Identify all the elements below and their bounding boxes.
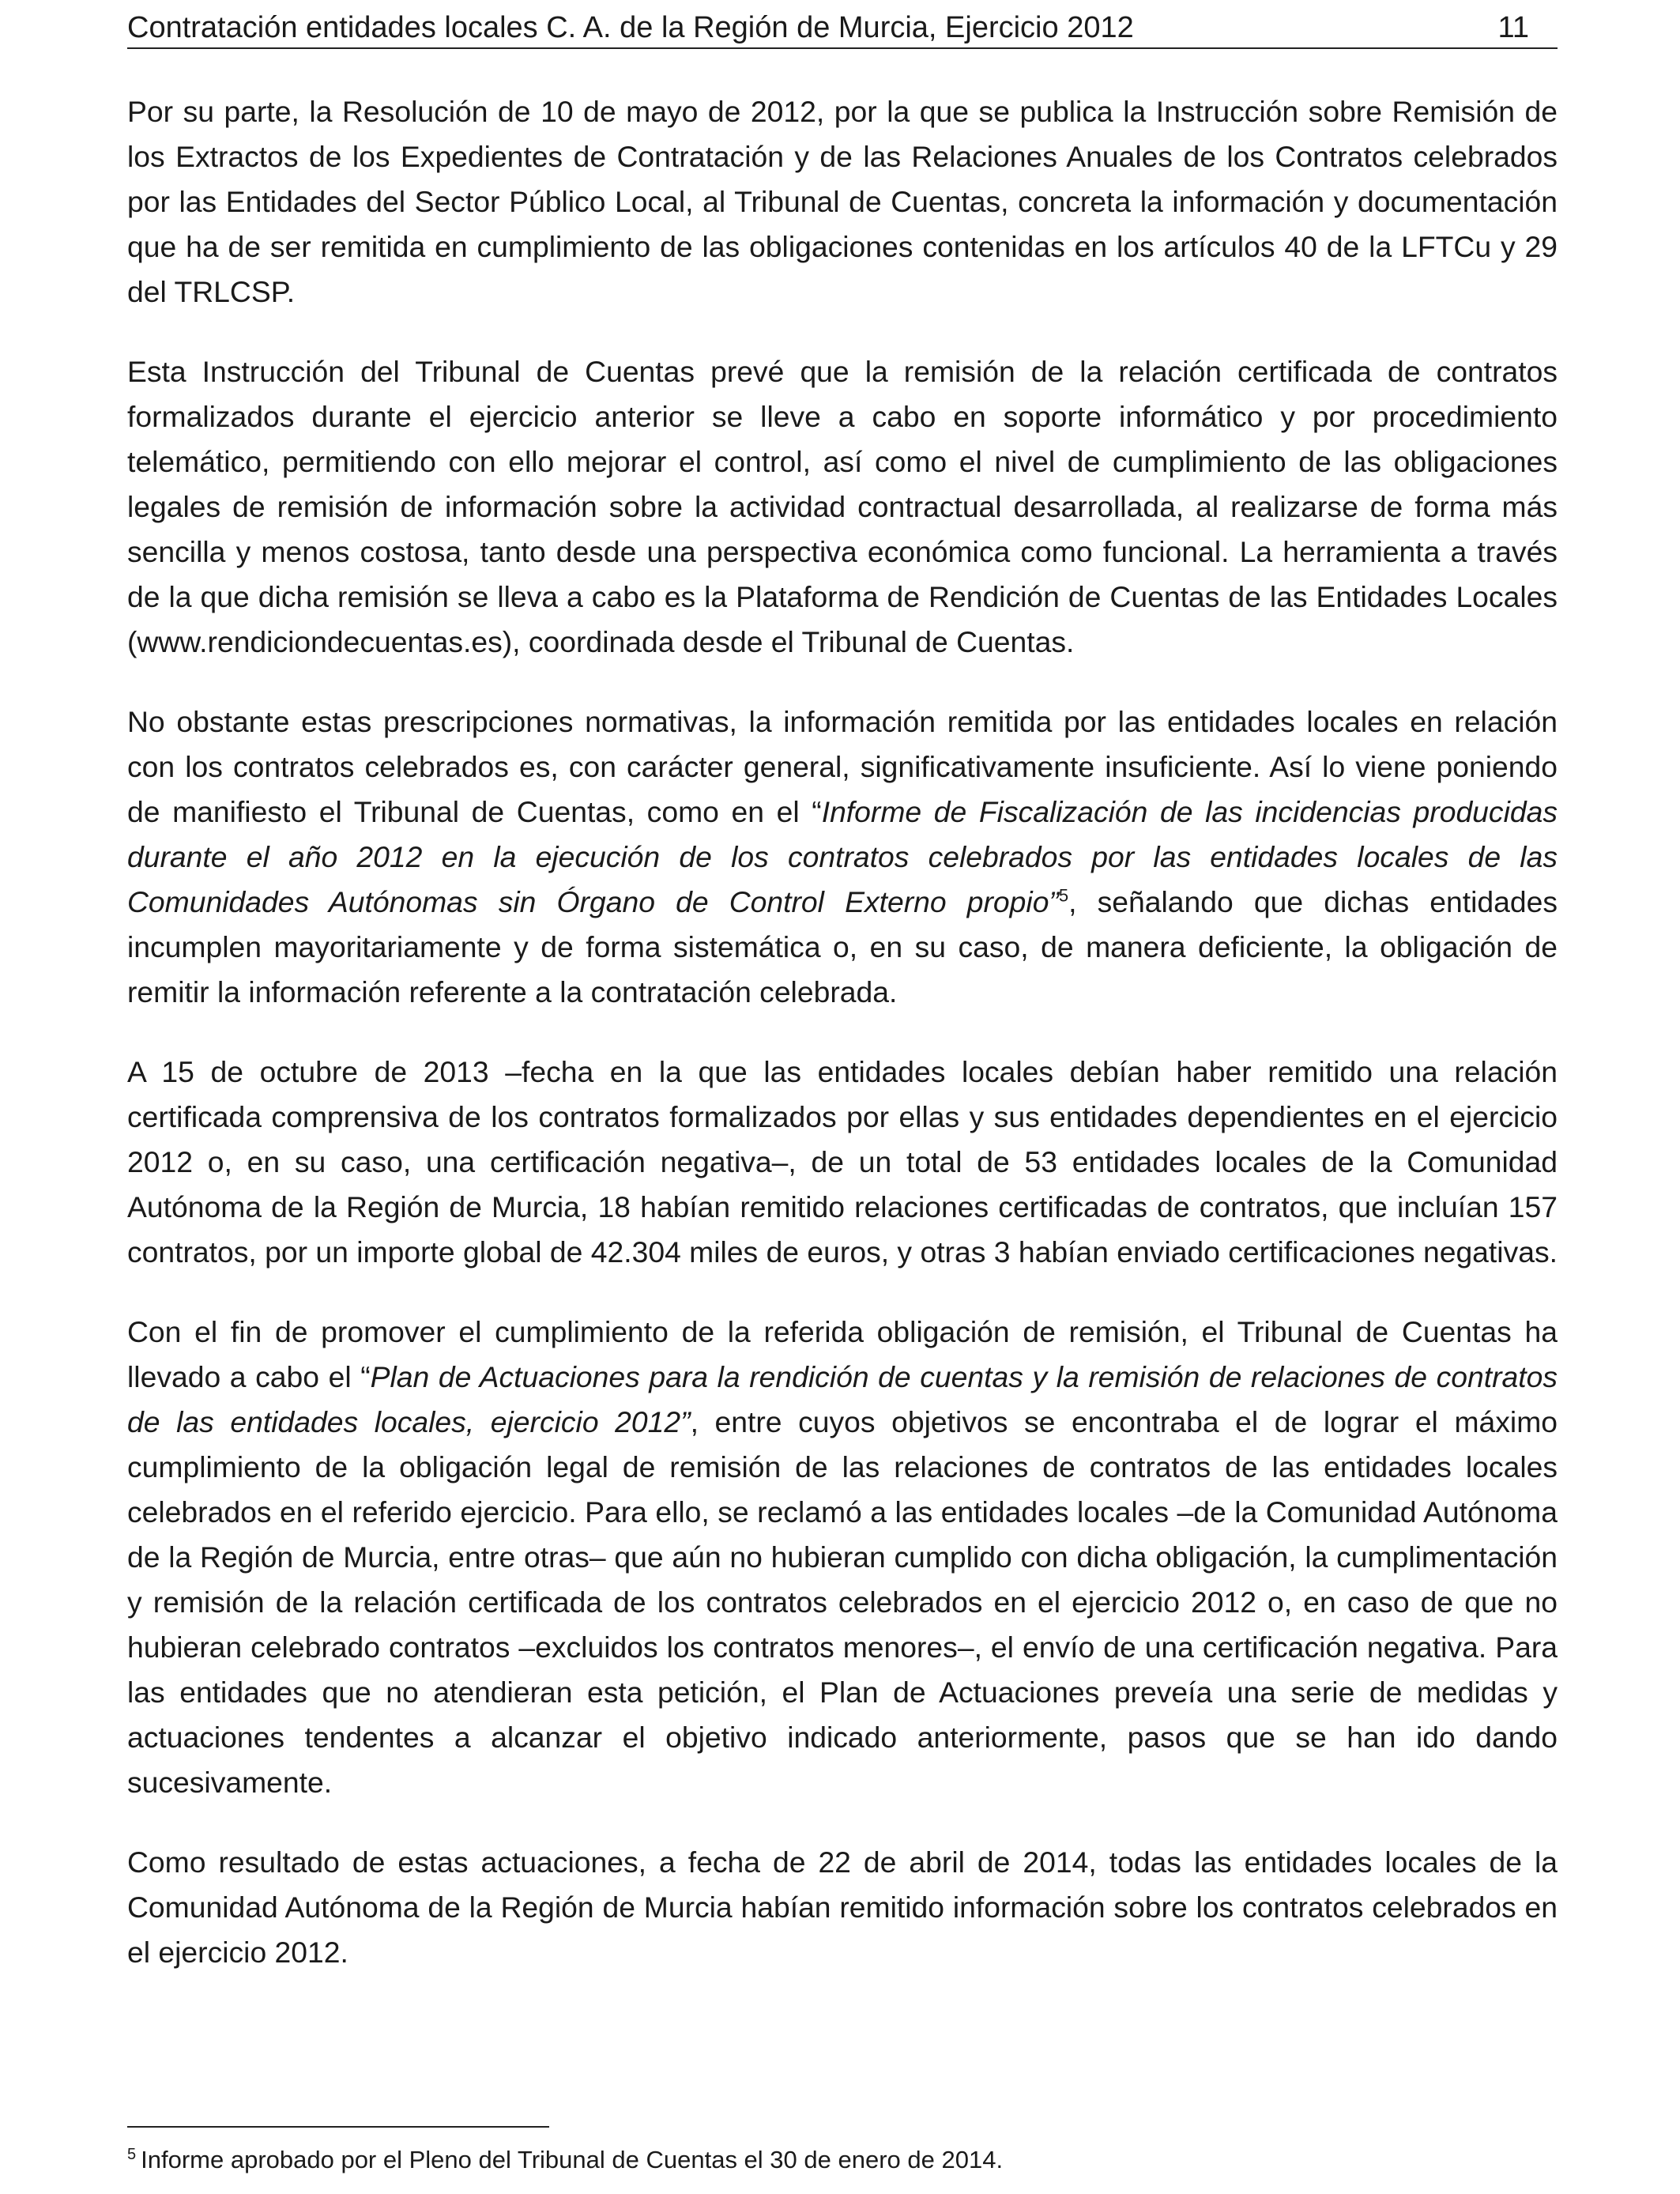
footnote-number: 5 [127,2145,137,2163]
footnote [127,2144,1558,2176]
footnote-reference: 5 [1058,885,1069,906]
paragraph-4: A 15 de octubre de 2013 –fecha en la que las entidades locales debían haber remitido una relación certificada comprensiva de los contratos formalizados por ellas y sus entidades dependientes en el ejercicio 2012 o, en su caso, una certificación negativa–, de un total de 53 entidades locales de la Comunidad Autónoma de la Región de Murcia, 18 habían remitido relaciones certificadas de contratos, que incluían 157 contratos, por un importe global de 42.304 miles de euros, y otras 3 habían enviado certificaciones negativas. [127,1055,1558,1269]
paragraph-3-text-start: No obstante estas prescripciones normativas, la información remitida por las entidades locales en relación con los contratos celebrados es, con carácter general, significativamente insuficiente. Así lo viene poniendo de manifiesto el Tribunal de Cuentas, como en el “ [127,705,1558,828]
page-header [127,8,1558,49]
paragraph-3 [127,699,1558,1015]
paragraph-1: Por su parte, la Resolución de 10 de mayo de 2012, por la que se publica la Instrucción sobre Remisión de los Extractos de los Expedientes de Contratación y de las Relaciones Anuales de los Contratos celebrados por las Entidades del Sector Público Local, al Tribunal de Cuentas, concreta la información y documentación que ha de ser remitida en cumplimiento de las obligaciones contenidas en los artículos 40 de la LFTCu y 29 del TRLCSP. [127,95,1558,308]
document-body [127,89,1558,2010]
paragraph-5-text-start: Con el fin de promover el cumplimiento de la referida obligación de remisión, el Tribunal de Cuentas ha llevado a cabo el “ [127,1315,1558,1393]
footnote-text: Informe aprobado por el Pleno del Tribunal de Cuentas el 30 de enero de 2014. [141,2146,1004,2173]
page-number: 11 [1497,11,1529,44]
paragraph-3-text-end: , señalando que dichas entidades incumplen mayoritariamente y de forma sistemática o, en su caso, de manera deficiente, la obligación de remitir la información referente a la contratación celebrada. [127,885,1558,1008]
paragraph-5 [127,1310,1558,1805]
header-title: Contratación entidades locales C. A. de la Región de Murcia, Ejercicio 2012 [127,11,1134,44]
paragraph-2: Esta Instrucción del Tribunal de Cuentas prevé que la remisión de la relación certificada de contratos formalizados durante el ejercicio anterior se lleve a cabo en soporte informático y por procedimiento telemático, permitiendo con ello mejorar el control, así como el nivel de cumplimiento de las obligaciones legales de remisión de información sobre la actividad contractual desarrollada, al realizarse de forma más sencilla y menos costosa, tanto desde una perspectiva económica como funcional. La herramienta a través de la que dicha remisión se lleva a cabo es la Plataforma de Rendición de Cuentas de las Entidades Locales (www.rendiciondecuentas.es), coordinada desde el Tribunal de Cuentas. [127,355,1558,658]
report-title-italic: Informe de Fiscalización de las incidencias producidas durante el año 2012 en la ejecución de los contratos celebrados por las entidades locales de las Comunidades Autónomas sin Órgano de Control Externo propio” [127,795,1558,918]
plan-title-italic: Plan de Actuaciones para la rendición de cuentas y la remisión de relaciones de contratos de las entidades locales, ejercicio 2012” [127,1360,1558,1438]
footnote-divider [127,2126,549,2128]
paragraph-6: Como resultado de estas actuaciones, a fecha de 22 de abril de 2014, todas las entidades locales de la Comunidad Autónoma de la Región de Murcia habían remitido información sobre los contratos celebrados en el ejercicio 2012. [127,1845,1558,1969]
paragraph-5-text-end: , entre cuyos objetivos se encontraba el de lograr el máximo cumplimiento de la obligación legal de remisión de las relaciones de contratos de las entidades locales celebrados en el referido ejercicio. Para ello, se reclamó a las entidades locales –de la Comunidad Autónoma de la Región de Murcia, entre otras– que aún no hubieran cumplido con dicha obligación, la cumplimentación y remisión de la relación certificada de los contratos celebrados en el ejercicio 2012 o, en caso de que no hubieran celebrado contratos –excluidos los contratos menores–, el envío de una certificación negativa. Para las entidades que no atendieran esta petición, el Plan de Actuaciones preveía una serie de medidas y actuaciones tendentes a alcanzar el objetivo indicado anteriormente, pasos que se han ido dando sucesivamente. [127,1405,1558,1799]
